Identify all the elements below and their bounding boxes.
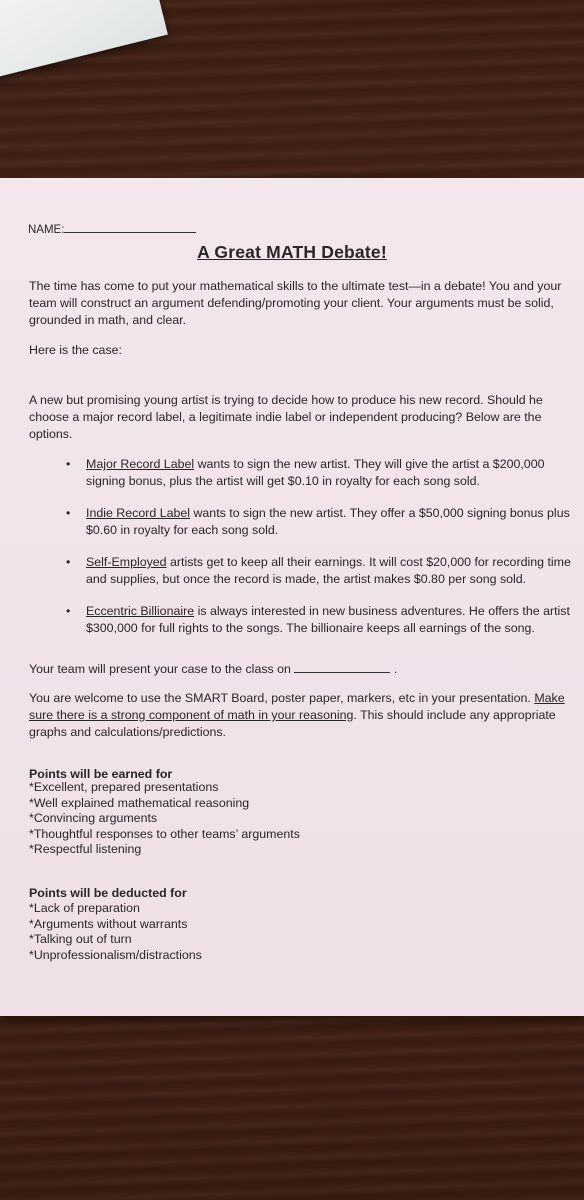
napkin [0,0,168,83]
bullet-icon: • [66,604,71,618]
option-name: Major Record Label [86,457,195,471]
option-item-billionaire [66,603,581,637]
earned-item: *Respectful listening [29,842,142,856]
intro-paragraph: The time has come to put your mathematical skills to the ultimate test—in a debate! You and your team will construct an argument defending/promoting your client. Your arguments must be solid, grounded in math, and clear. [29,279,562,327]
deducted-header: Points will be deducted for [29,886,187,900]
deducted-item: *Arguments without warrants [29,916,188,931]
name-blank-line [64,220,196,233]
name-label: NAME: [28,224,65,236]
option-text: artists get to keep all their earnings. It will cost $20,000 for recording time and supplies, but once the record is made, the artist makes $0.80 per song sold. [86,555,571,586]
option-name: Self-Employed [86,555,167,569]
presentation-date-line [29,660,574,678]
earned-list [29,780,429,858]
case-label: Here is the case: [29,343,122,357]
bullet-icon: • [66,555,71,569]
deducted-item: *Talking out of turn [29,932,132,946]
option-name: Eccentric Billionaire [86,604,195,618]
welcome-text: You are welcome to use the SMART Board, poster paper, markers, etc in your presentation. [29,691,531,705]
option-text: wants to sign the new artist. They offer a $50,000 signing bonus plus $0.60 in royalty for each song sold. [86,506,570,537]
deducted-item: *Unprofessionalism/distractions [29,947,202,962]
present-end: . [393,662,398,676]
deducted-list [29,901,429,963]
present-text: Your team will present your case to the class on [29,662,291,676]
bullet-icon: • [66,457,71,471]
option-item-indie-label [66,505,581,539]
earned-item: *Convincing arguments [29,811,158,825]
earned-item: *Thoughtful responses to other teams’ arguments [29,826,300,841]
worksheet-title: A Great MATH Debate! [197,242,387,262]
earned-header: Points will be earned for [29,767,173,781]
options-list [66,456,581,652]
option-item-self-employed [66,554,581,588]
deducted-item: *Lack of preparation [29,901,140,915]
option-name: Indie Record Label [86,506,191,520]
option-text: wants to sign the new artist. They will give the artist a $200,000 signing bonus, plus the artist will get $0.10 in royalty for each song sold. [86,457,545,488]
name-field [28,220,196,239]
worksheet-paper [0,178,584,1016]
resources-paragraph [29,690,574,741]
option-text: is always interested in new business adventures. He offers the artist $300,000 for full rights to the songs. The billionaire keeps all earnings of the song. [86,604,570,635]
math-emphasis: Make sure there is a strong component of math in your reasoning [29,691,565,722]
welcome-end: . This should include any appropriate graphs and calculations/predictions. [29,708,556,739]
bullet-icon: • [66,506,71,520]
earned-item: *Excellent, prepared presentations [29,780,219,794]
earned-item: *Well explained mathematical reasoning [29,795,250,810]
scenario-paragraph: A new but promising young artist is trying to decide how to produce his new record. Should he choose a major record label, a legitimate indie label or independent producing? Below are the options. [29,393,543,441]
date-blank-line [294,660,390,673]
option-item-major-label [66,456,581,490]
